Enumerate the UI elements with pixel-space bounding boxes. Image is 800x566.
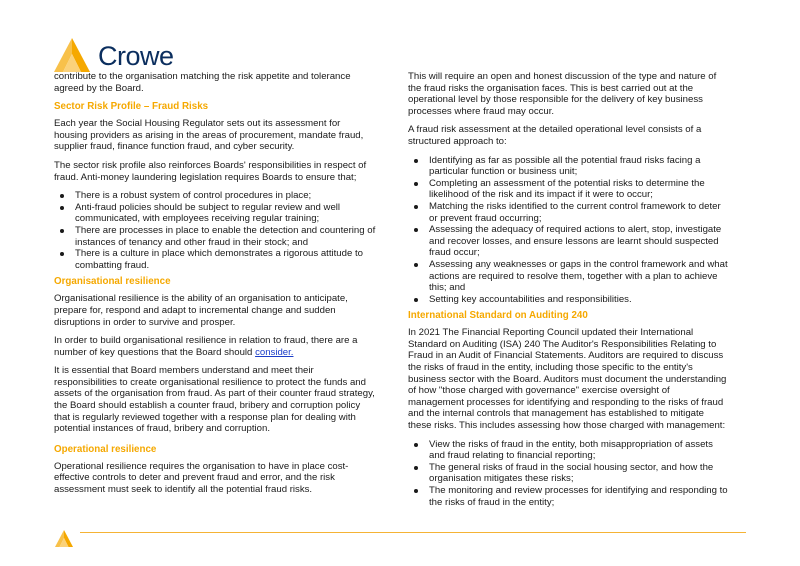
- org-paragraph-2-text: In order to build organisational resilience in relation to fraud, there are a number of key questions that the Board should: [54, 335, 358, 358]
- op-paragraph-1: Operational resilience requires the organisation to have in place cost-effective controls to deter and prevent fraud and error, and the risk assessment must seek to identify all the potential fraud risks.: [54, 460, 349, 496]
- list-item: Completing an assessment of the potential risks to determine the likelihood of the risk and its impact if it were to occur;: [408, 178, 728, 201]
- list-item: There are processes in place to enable the detection and countering of instances of tenancy and other fraud in their stock; and: [54, 225, 376, 248]
- isa-paragraph: In 2021 The Financial Reporting Council updated their International Standard on Auditing (ISA) 240 The Auditor's Responsibilities Relating to Fraud in an Audit of Financial Statements. Auditors are required to discuss the risks of fraud in the entity, including those specific to the entity's business sector with the Board. Auditors must document the understanding of how "those charged with governance" exercise oversight of management processes for identifying and responding to the risks of fraud and the internal controls that management has established to mitigate these risks. This includes assessing how those charged with management:: [408, 327, 727, 432]
- organisational-resilience-heading: Organisational resilience: [54, 276, 171, 288]
- list-item: There is a robust system of control procedures in place;: [54, 190, 376, 202]
- consider-link[interactable]: consider.: [255, 346, 294, 358]
- isa-bullet-list: [408, 439, 728, 509]
- footer-logo-mark-icon: [54, 530, 74, 553]
- list-item: There is a culture in place which demonstrates a rigorous attitude to combatting fraud.: [54, 248, 376, 271]
- crowe-logo-mark-icon: [52, 38, 92, 74]
- sector-risk-heading: Sector Risk Profile – Fraud Risks: [54, 101, 209, 113]
- intro-paragraph: contribute to the organisation matching the risk appetite and tolerance agreed by the Board.: [54, 71, 351, 94]
- assessment-bullet-list: [408, 155, 728, 306]
- org-paragraph-3: It is essential that Board members understand and meet their responsibilities to create organisational resilience to protect the funds and assets of the organisation from fraud. As part of their counter fraud strategy, the Board should establish a counter fraud, bribery and corruption policy that is regularly reviewed together with a response plan for dealing with potential instances of fraud, bribery and corruption.: [54, 365, 375, 435]
- list-item: The monitoring and review processes for identifying and responding to the risks of fraud in the entity;: [408, 485, 728, 508]
- operational-resilience-heading: Operational resilience: [54, 443, 157, 455]
- sector-paragraph-1: Each year the Social Housing Regulator sets out its assessment for housing providers as arising in the areas of procurement, mandate fraud, supplier fraud, finance function fraud, and cyber security.: [54, 118, 364, 153]
- list-item: Identifying as far as possible all the potential fraud risks facing a particular function or business unit;: [408, 155, 728, 178]
- right-paragraph-1: This will require an open and honest discussion of the type and nature of the fraud risks the organisation faces. This is best carried out at the operational level by those responsible for the delivery of key business processes where fraud may occur.: [408, 71, 717, 117]
- right-paragraph-2: A fraud risk assessment at the detailed operational level consists of a structured approach to:: [408, 124, 702, 147]
- isa-240-heading: International Standard on Auditing 240: [408, 310, 588, 322]
- list-item: The general risks of fraud in the social housing sector, and how the organisation mitigates these risks;: [408, 462, 728, 485]
- org-paragraph-1: Organisational resilience is the ability of an organisation to anticipate, prepare for, respond and adapt to incremental change and sudden disruptions in order to survive and prosper.: [54, 293, 348, 328]
- list-item: Assessing the adequacy of required actions to alert, stop, investigate and recover losses, and ensure lessons are learnt should suspected fraud occur;: [408, 224, 728, 259]
- list-item: Matching the risks identified to the current control framework to deter or prevent fraud occurring;: [408, 201, 728, 224]
- left-column: [54, 71, 376, 503]
- list-item: Anti-fraud policies should be subject to regular review and well communicated, with employees receiving regular training;: [54, 202, 376, 225]
- org-paragraph-2: [54, 335, 376, 358]
- list-item: Setting key accountabilities and responsibilities.: [408, 294, 728, 306]
- list-item: View the risks of fraud in the entity, both misappropriation of assets and fraud relating to financial reporting;: [408, 439, 728, 462]
- sector-paragraph-2: The sector risk profile also reinforces Boards' responsibilities in respect of fraud. Anti-money laundering legislation requires Boards to ensure that;: [54, 159, 367, 183]
- crowe-logo-text: Crowe: [98, 40, 174, 71]
- footer-divider: [80, 532, 746, 533]
- right-column: [408, 71, 728, 513]
- crowe-logo: [52, 38, 174, 74]
- sector-bullet-list: [54, 190, 376, 271]
- list-item: Assessing any weaknesses or gaps in the control framework and what actions are required to resolve them, together with a plan to achieve this; and: [408, 259, 728, 294]
